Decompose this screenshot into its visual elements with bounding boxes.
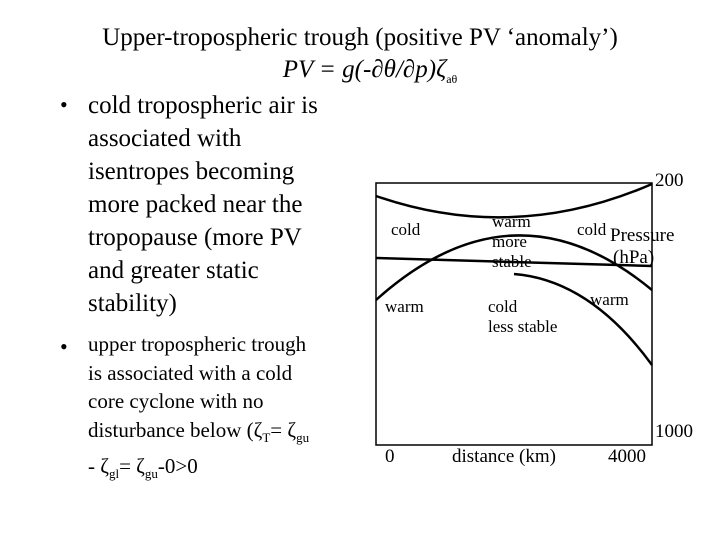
label-warm-left: warm <box>385 297 424 316</box>
label-x-end: 4000 <box>608 446 646 467</box>
bullet-1-line: more packed near the <box>88 191 303 218</box>
page-title: Upper-tropospheric trough (positive PV ‘anomaly’) <box>102 24 618 51</box>
bullet-dot-2: • <box>60 334 68 359</box>
formula-text: PV = g(-∂θ/∂p)ζ <box>282 56 447 83</box>
bullet-2-line: disturbance below ($\zeta_T= \zeta_{gu}$ <box>88 417 310 445</box>
bullet-2-line: is associated with a cold <box>88 360 293 385</box>
label-cold-less-stable: cold less stable <box>488 297 558 336</box>
bullet-1-line: associated with <box>88 125 242 152</box>
label-x-start: 0 <box>385 446 395 467</box>
bullet-1-line: stability) <box>88 290 177 317</box>
label-warm-more-stable: warm more stable <box>492 212 532 271</box>
label-warm-right: warm <box>590 290 629 309</box>
label-cold-left: cold <box>391 220 421 239</box>
bullet-1-line: isentropes becoming <box>88 158 295 185</box>
label-bottom-pressure: 1000 <box>655 421 693 442</box>
bullet-dot-1: • <box>60 92 68 117</box>
label-x-axis: distance (km) <box>452 446 556 467</box>
label-cold-right: cold <box>577 220 607 239</box>
y-axis-label: Pressure (hPa) <box>610 225 675 268</box>
label-top-pressure: 200 <box>655 170 684 191</box>
bullet-1-line: and greater static <box>88 257 259 284</box>
bullet-2-line: core cyclone with no <box>88 389 264 413</box>
bullet-2-line: upper tropospheric trough <box>88 332 307 356</box>
bullet-1-line: tropopause (more PV <box>88 224 302 251</box>
bullet-1-line: cold tropospheric air is <box>88 92 318 119</box>
formula-subscript: aθ <box>446 72 458 86</box>
bullet-2-line: - $\zeta_{gl}= \zeta_{gu}-0>0$ <box>88 454 198 482</box>
